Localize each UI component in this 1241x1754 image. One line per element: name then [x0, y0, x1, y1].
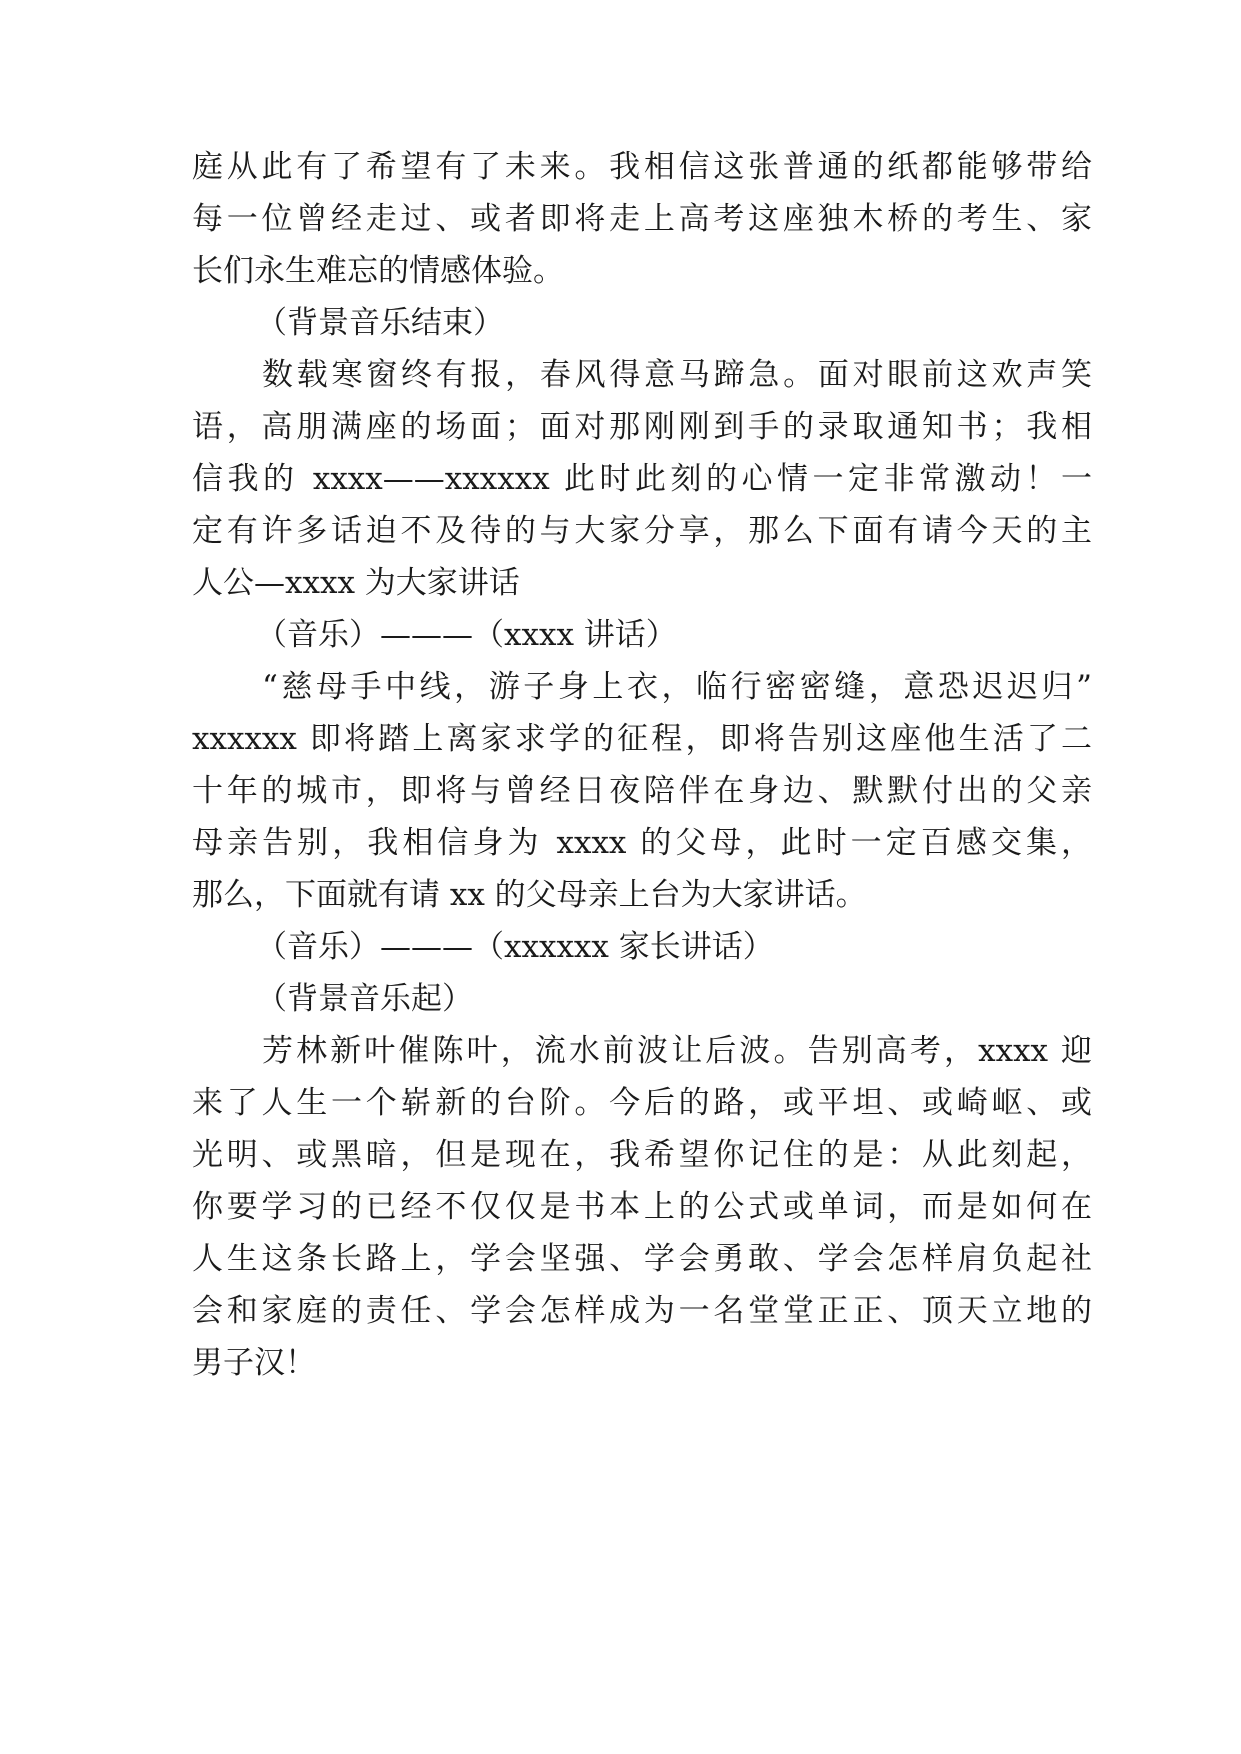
- text-line: 光明、或黑暗，但是现在，我希望你记住的是：从此刻起，: [192, 1137, 1092, 1173]
- text-line: （背景音乐结束）: [256, 305, 504, 341]
- text-line: “慈母手中线，游子身上衣，临行密密缝，意恐迟迟归”: [262, 669, 1092, 705]
- text-line: 你要学习的已经不仅仅是书本上的公式或单词，而是如何在: [192, 1189, 1092, 1225]
- text-line: 每一位曾经走过、或者即将走上高考这座独木桥的考生、家: [192, 201, 1092, 237]
- text-line: 来了人生一个崭新的台阶。今后的路，或平坦、或崎岖、或: [192, 1085, 1092, 1121]
- text-line: 语，高朋满座的场面；面对那刚刚到手的录取通知书；我相: [192, 409, 1092, 445]
- text-line: 那么，下面就有请 xx 的父母亲上台为大家讲话。: [192, 877, 867, 913]
- text-line: 十年的城市，即将与曾经日夜陪伴在身边、默默付出的父亲: [192, 773, 1092, 809]
- text-line: 男子汉！: [192, 1345, 316, 1381]
- text-line: 人生这条长路上，学会坚强、学会勇敢、学会怎样肩负起社: [192, 1241, 1092, 1277]
- text-line: 庭从此有了希望有了未来。我相信这张普通的纸都能够带给: [192, 149, 1092, 185]
- text-line: 母亲告别，我相信身为 xxxx 的父母，此时一定百感交集，: [192, 825, 1092, 861]
- text-line: 定有许多话迫不及待的与大家分享，那么下面有请今天的主: [192, 513, 1092, 549]
- text-line: 长们永生难忘的情感体验。: [192, 253, 564, 289]
- text-line: 信我的 xxxx——xxxxxx 此时此刻的心情一定非常激动！一: [192, 461, 1092, 497]
- text-line: xxxxxx 即将踏上离家求学的征程，即将告别这座他生活了二: [192, 721, 1092, 757]
- text-line: 人公—xxxx 为大家讲话: [192, 565, 520, 601]
- text-line: 会和家庭的责任、学会怎样成为一名堂堂正正、顶天立地的: [192, 1293, 1092, 1329]
- text-line: 数载寒窗终有报，春风得意马蹄急。面对眼前这欢声笑: [262, 357, 1092, 393]
- text-line: （音乐）———（xxxxxx 家长讲话）: [256, 929, 774, 965]
- text-line: （音乐）———（xxxx 讲话）: [256, 617, 677, 653]
- text-line: （背景音乐起）: [256, 981, 473, 1017]
- text-line: 芳林新叶催陈叶，流水前波让后波。告别高考，xxxx 迎: [262, 1033, 1092, 1069]
